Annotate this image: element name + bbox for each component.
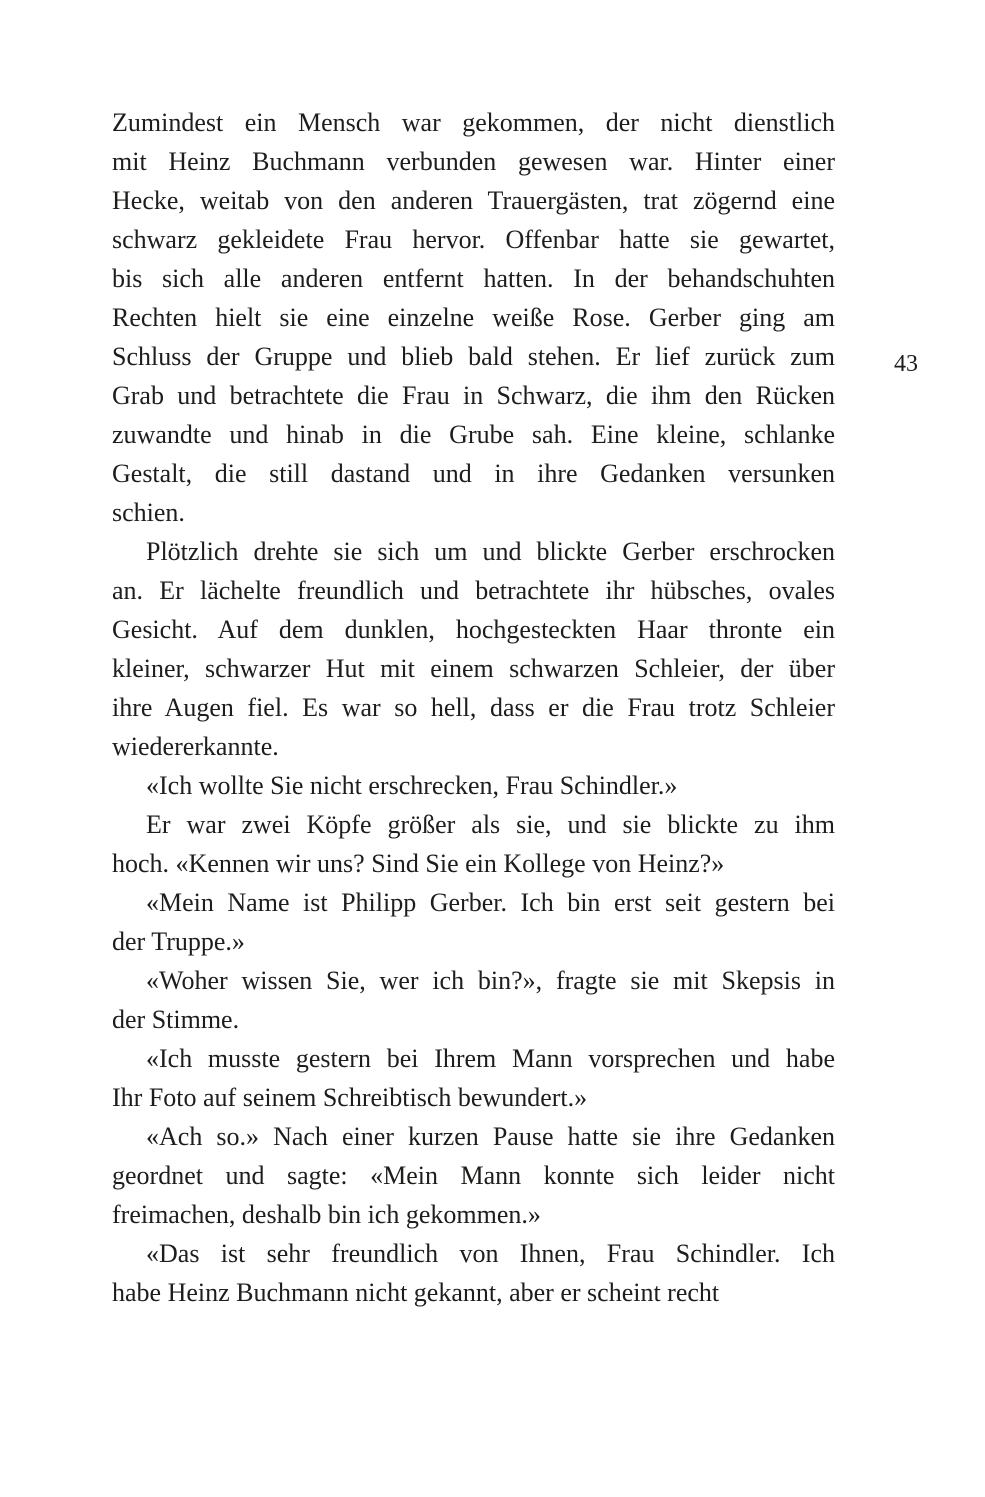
paragraph <box>112 1234 835 1312</box>
paragraph <box>112 883 835 961</box>
text-line: Hecke, weitab von den anderen Trauergästen, trat zögernd eine <box>112 186 835 215</box>
text-line: «Ach so.» Nach einer kurzen Pause hatte sie ihre Gedanken <box>146 1122 835 1151</box>
text-line: schwarz gekleidete Frau hervor. Offenbar hatte sie gewartet, <box>112 225 835 254</box>
text-line: Schluss der Gruppe und blieb bald stehen. Er lief zurück zum <box>112 342 835 371</box>
text-line: Rechten hielt sie eine einzelne weiße Rose. Gerber ging am <box>112 303 835 332</box>
text-line: freimachen, deshalb bin ich gekommen.» <box>112 1200 541 1229</box>
text-line: Zumindest ein Mensch war gekommen, der nicht dienstlich <box>112 108 835 137</box>
text-line: «Das ist sehr freundlich von Ihnen, Frau Schindler. Ich <box>146 1239 835 1268</box>
text-line: zuwandte und hinab in die Grube sah. Eine kleine, schlanke <box>112 420 835 449</box>
text-line: ihre Augen fiel. Es war so hell, dass er die Frau trotz Schleier <box>112 693 835 722</box>
paragraph <box>112 766 835 805</box>
text-line: «Ich wollte Sie nicht erschrecken, Frau Schindler.» <box>146 771 678 800</box>
text-line: Gesicht. Auf dem dunklen, hochgesteckten Haar thronte ein <box>112 615 835 644</box>
text-line: hoch. «Kennen wir uns? Sind Sie ein Kollege von Heinz?» <box>112 849 725 878</box>
text-line: wiedererkannte. <box>112 732 279 761</box>
text-line: bis sich alle anderen entfernt hatten. In der behandschuhten <box>112 264 835 293</box>
paragraph <box>112 103 835 532</box>
paragraph <box>112 1039 835 1117</box>
text-line: habe Heinz Buchmann nicht gekannt, aber er scheint recht <box>112 1278 720 1307</box>
text-line: Plötzlich drehte sie sich um und blickte Gerber erschrocken <box>146 537 835 566</box>
text-line: kleiner, schwarzer Hut mit einem schwarzen Schleier, der über <box>112 654 835 683</box>
text-line: der Truppe.» <box>112 927 245 956</box>
text-line: geordnet und sagte: «Mein Mann konnte sich leider nicht <box>112 1161 835 1190</box>
paragraph <box>112 532 835 766</box>
text-line: «Ich musste gestern bei Ihrem Mann vorsprechen und habe <box>146 1044 835 1073</box>
paragraph <box>112 961 835 1039</box>
text-line: Gestalt, die still dastand und in ihre Gedanken versunken <box>112 459 835 488</box>
page-number: 43 <box>894 351 918 377</box>
body-text <box>112 103 835 1312</box>
text-line: Er war zwei Köpfe größer als sie, und sie blickte zu ihm <box>146 810 835 839</box>
paragraph <box>112 805 835 883</box>
text-line: Ihr Foto auf seinem Schreibtisch bewundert.» <box>112 1083 588 1112</box>
text-line: der Stimme. <box>112 1005 240 1034</box>
paragraph <box>112 1117 835 1234</box>
text-line: an. Er lächelte freundlich und betrachtete ihr hübsches, ovales <box>112 576 835 605</box>
text-line: schien. <box>112 498 185 527</box>
text-line: «Mein Name ist Philipp Gerber. Ich bin erst seit gestern bei <box>146 888 835 917</box>
text-line: «Woher wissen Sie, wer ich bin?», fragte sie mit Skepsis in <box>146 966 835 995</box>
text-line: mit Heinz Buchmann verbunden gewesen war. Hinter einer <box>112 147 835 176</box>
text-line: Grab und betrachtete die Frau in Schwarz, die ihm den Rücken <box>112 381 835 410</box>
